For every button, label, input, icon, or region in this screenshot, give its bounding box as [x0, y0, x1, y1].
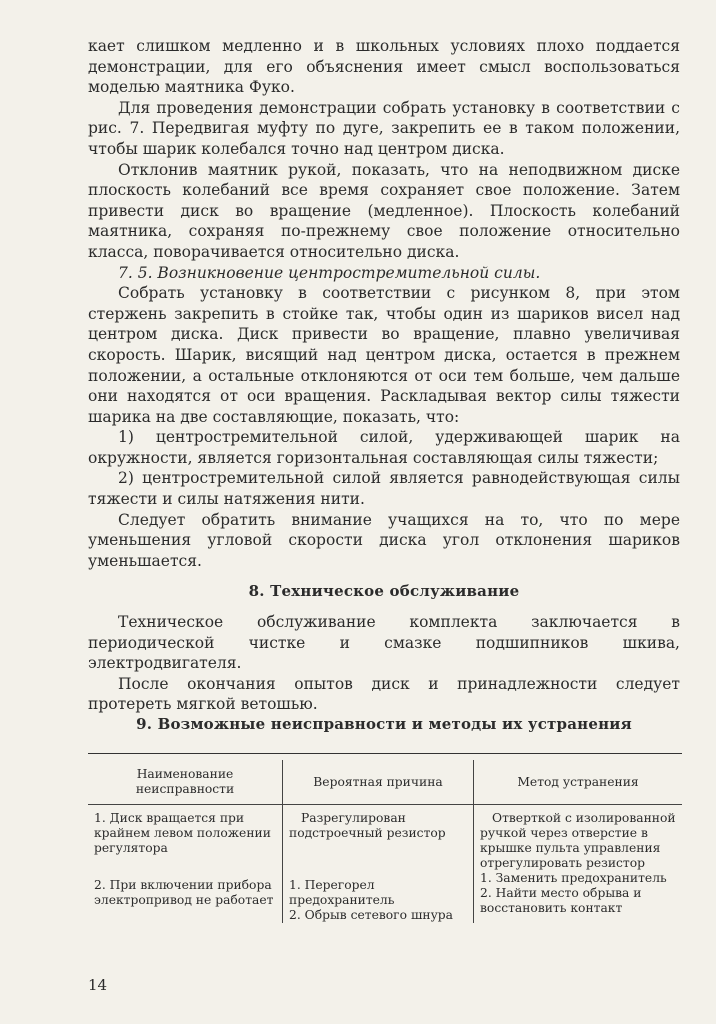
cause-text: 1. Перегорел предохранитель	[289, 878, 395, 907]
table-row	[88, 805, 682, 924]
fix-text: 2. Найти место обрыва и восстановить контакт	[480, 886, 642, 915]
paragraph: Техническое обслуживание комплекта заключается в периодической чистке и смазке подшипников шкива, электродвигателя.	[88, 613, 680, 673]
section-heading-9: 9. Возможные неисправности и методы их устранения	[136, 715, 632, 733]
table-cell	[88, 805, 283, 924]
paragraph: После окончания опытов диск и принадлежности следует протереть мягкой ветошью.	[88, 674, 680, 714]
column-header: Метод устранения	[474, 760, 683, 805]
table-top-rule	[88, 753, 682, 754]
spacer	[289, 841, 467, 878]
fault-text: 1. Диск вращается при крайнем левом положении регулятора	[94, 811, 271, 855]
paragraph: Следует обратить внимание учащихся на то, что по мере уменьшения угловой скорости диска угол отклонения шариков уменьшается.	[88, 510, 680, 570]
faults-table	[88, 760, 682, 923]
list-item: 2) центростремительной силой является равнодействующая силы тяжести и силы натяжения нити.	[88, 469, 680, 509]
fix-text: 1. Заменить предохранитель	[480, 871, 667, 885]
cause-text: Разрегулирован подстроечный резистор	[289, 811, 446, 840]
column-header: Вероятная причина	[283, 760, 474, 805]
table-cell	[474, 805, 683, 924]
fault-text: 2. При включении прибора электропривод не работает	[94, 878, 274, 907]
subsection-heading: 7. 5. Возникновение центростремительной силы.	[118, 263, 541, 282]
paragraph: Для проведения демонстрации собрать установку в соответствии с рис. 7. Передвигая муфту по дуге, закрепить ее в таком положении, чтобы шарик колебался точно над центром диска.	[88, 98, 680, 158]
body-text-top	[88, 36, 680, 571]
paragraph: кает слишком медленно и в школьных условиях плохо поддается демонстрации, для его объяснения имеет смысл воспользоваться моделью маятника Фуко.	[88, 37, 680, 97]
section8-text	[88, 612, 680, 715]
paragraph: Отклонив маятник рукой, показать, что на неподвижном диске плоскость колебаний все время сохраняет свое положение. Затем привести диск во вращение (медленное). Плоскость колебаний маятника, сохраняя по-прежнему свое положение относительно класса, поворачивается относительно диска.	[88, 160, 680, 261]
table-header-row	[88, 760, 682, 805]
list-item: 1) центростремительной силой, удерживающей шарик на окружности, является горизонтальная составляющая силы тяжести;	[88, 428, 680, 467]
page-number: 14	[88, 976, 108, 994]
section-heading-8: 8. Техническое обслуживание	[248, 582, 520, 600]
fix-text: Отверткой с изолированной ручкой через отверстие в крышке пульта управления отрегулировать резистор	[480, 811, 676, 870]
spacer	[94, 856, 276, 878]
paragraph: Собрать установку в соответствии с рисунком 8, при этом стержень закрепить в стойке так, чтобы один из шариков висел над центром диска. Диск привести во вращение, плавно увеличивая скорость. Шарик, висящий над центром диска, остается в прежнем положении, а остальные отклоняются от оси тем больше, чем дальше они находятся от оси вращения. Раскладывая вектор силы тяжести шарика на две составляющие, показать, что:	[88, 284, 680, 426]
cause-text: 2. Обрыв сетевого шнура	[289, 908, 454, 922]
table-cell	[283, 805, 474, 924]
column-header: Наименование неисправности	[88, 760, 283, 805]
